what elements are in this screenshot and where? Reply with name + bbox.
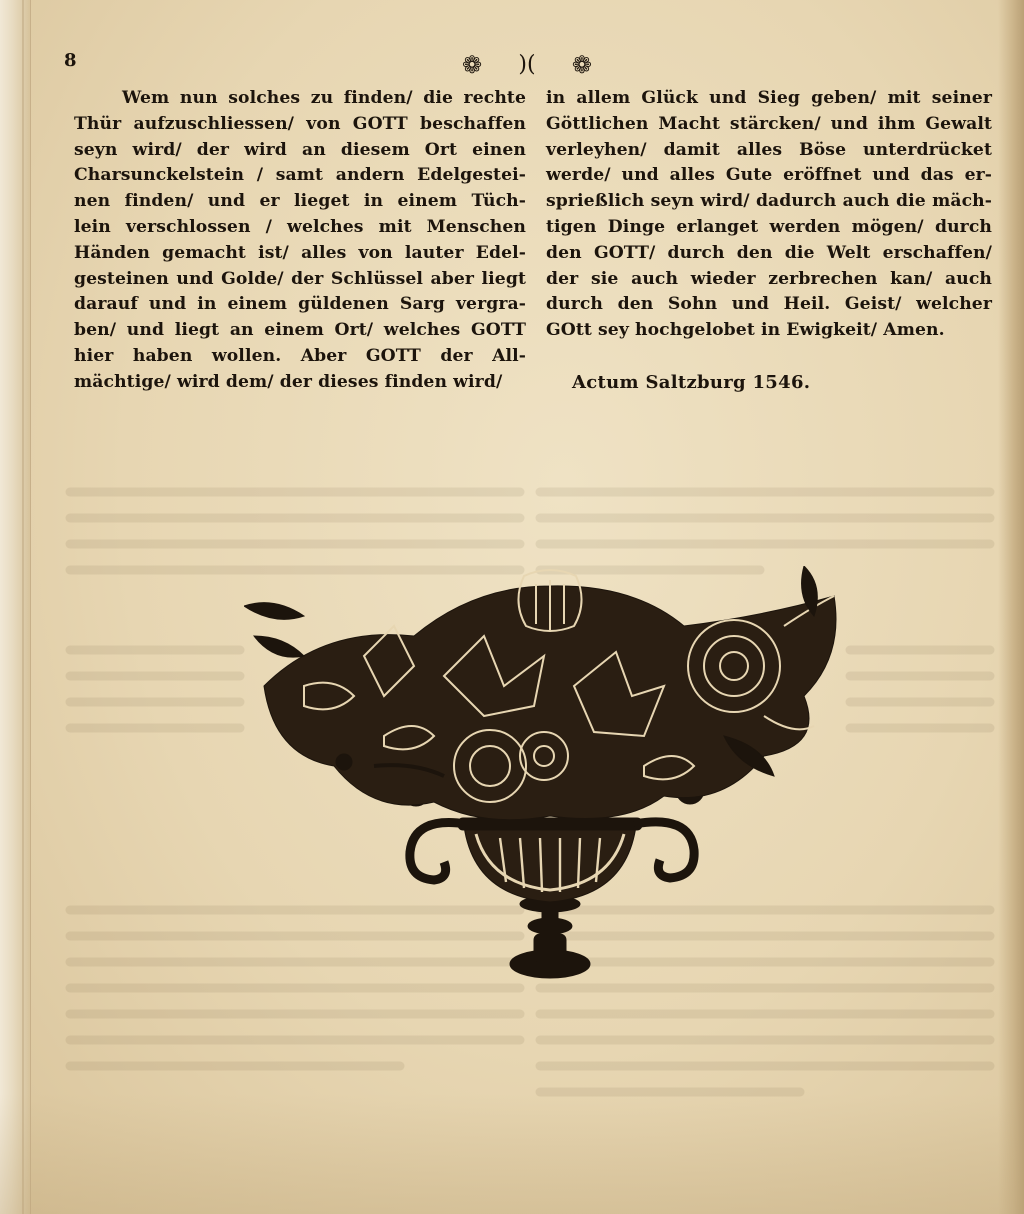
text-line: hier haben wollen. Aber GOTT der All- [74,345,526,366]
text-line: Wem nun solches zu finden/ die rechte [122,88,526,108]
flower-vase-woodcut-icon [244,566,844,986]
page-number: 8 [64,50,77,71]
text-line: der sie auch wieder zerbrechen kan/ auch [546,268,992,289]
text-line: nen finden/ und er lieget in einem Tüch- [74,191,526,212]
text-line: Göttlichen Macht stärcken/ und ihm Gewalt [546,113,992,134]
text-line: den GOTT/ durch den die Welt erschaffen/ [546,242,992,263]
text-line: Thür aufzuschliessen/ von GOTT beschaffen [74,113,526,134]
text-line: Charsunckelstein / samt andern Edelgestei- [74,165,526,186]
text-line: durch den Sohn und Heil. Geist/ welcher [546,294,992,315]
right-text-column [546,86,992,344]
text-line: ben/ und liegt an einem Ort/ welches GOTT [74,320,526,341]
text-line: in allem Glück und Sieg geben/ mit seiner [546,88,992,108]
text-line: darauf und in einem güldenen Sarg vergra- [74,294,526,315]
text-line: mächtige/ wird dem/ der dieses finden wird/ [74,371,503,392]
bracket-ornament-icon: )( [518,52,536,77]
text-line: Händen gemacht ist/ alles von lauter Edel- [74,242,526,263]
rosette-left-icon: ❁ [462,51,483,79]
text-line: tigen Dinge erlanget werden mögen/ durch [546,216,992,237]
text-line: verleyhen/ damit alles Böse unterdrücket [546,139,992,160]
text-line: gesteinen und Golde/ der Schlüssel aber liegt [74,268,526,289]
text-line: sprießlich seyn wird/ dadurch auch die mäch- [546,191,992,212]
dateline: Actum Saltzburg 1546. [572,372,811,393]
text-line: lein verschlossen / welches mit Menschen [74,216,526,237]
header-ornament [462,48,592,82]
text-line: seyn wird/ der wird an diesem Ort einen [74,139,526,160]
text-line: werde/ und alles Gute eröffnet und das er- [546,165,992,186]
left-text-column [74,86,526,396]
rosette-right-icon: ❁ [571,51,592,79]
text-line: GOtt sey hochgelobet in Ewigkeit/ Amen. [546,320,945,341]
